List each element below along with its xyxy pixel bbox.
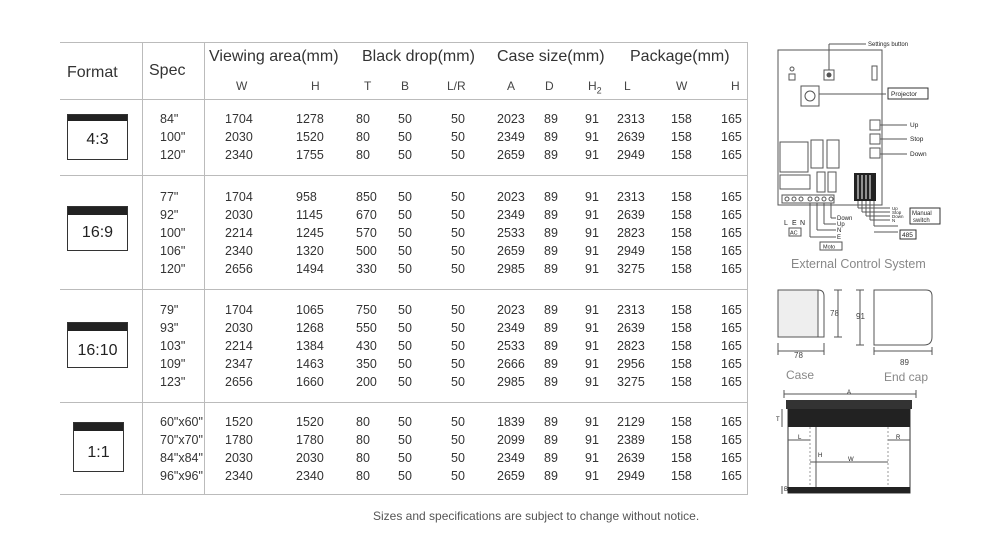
cell-case-h2: 91 (585, 321, 599, 335)
cell-package-h: 165 (721, 148, 742, 162)
cell-viewing-w: 2340 (225, 244, 253, 258)
cell-package-w: 158 (671, 226, 692, 240)
switch-n-label: N (892, 218, 896, 223)
cell-package-h: 165 (721, 357, 742, 371)
format-label: 4:3 (86, 131, 109, 148)
cell-package-l: 2956 (617, 357, 645, 371)
cell-black-b: 50 (398, 112, 412, 126)
cell-spec: 103" (160, 339, 186, 353)
cell-viewing-h: 1494 (296, 262, 324, 276)
subheader-case-h2: $H_2$ (588, 79, 602, 96)
cell-black-lr: 50 (451, 262, 465, 276)
cell-package-l: 2639 (617, 321, 645, 335)
format-icon-16-10 (67, 322, 128, 368)
cell-spec: 77" (160, 190, 179, 204)
cell-black-lr: 50 (451, 130, 465, 144)
cell-package-l: 2313 (617, 112, 645, 126)
cell-case-a: 1839 (497, 415, 525, 429)
cell-case-a: 2985 (497, 262, 525, 276)
cell-black-lr: 50 (451, 469, 465, 483)
cell-package-l: 2949 (617, 244, 645, 258)
cell-spec: 70"x70" (160, 433, 203, 447)
spec-header: Spec (149, 62, 186, 79)
format-icon-16-9 (67, 206, 128, 251)
motor-e-label: E (837, 235, 842, 241)
subheader-case-d: D (545, 79, 554, 93)
cell-case-h2: 91 (585, 469, 599, 483)
group-divider (60, 402, 748, 403)
cell-case-a: 2659 (497, 244, 525, 258)
cell-case-h2: 91 (585, 262, 599, 276)
cell-viewing-h: 1780 (296, 433, 324, 447)
cell-case-h2: 91 (585, 303, 599, 317)
cell-spec: 100" (160, 130, 186, 144)
cell-package-l: 2313 (617, 303, 645, 317)
cell-spec: 93" (160, 321, 179, 335)
cell-case-a: 2349 (497, 208, 525, 222)
cell-package-h: 165 (721, 262, 742, 276)
subheader-viewing-w: W (236, 79, 248, 93)
cell-case-d: 89 (544, 208, 558, 222)
cell-package-l: 2639 (617, 130, 645, 144)
viewing-area-header: Viewing area(mm) (209, 48, 339, 65)
cell-spec: 100" (160, 226, 186, 240)
cell-case-h2: 91 (585, 112, 599, 126)
cell-viewing-w: 2030 (225, 130, 253, 144)
cell-black-t: 670 (356, 208, 377, 222)
format-header: Format (67, 64, 118, 81)
endcap-width-label: 89 (900, 358, 909, 365)
cell-viewing-w: 2214 (225, 226, 253, 240)
cell-viewing-w: 2214 (225, 339, 253, 353)
cell-package-w: 158 (671, 357, 692, 371)
cell-case-h2: 91 (585, 226, 599, 240)
cell-viewing-h: 1065 (296, 303, 324, 317)
cell-black-lr: 50 (451, 303, 465, 317)
cell-black-t: 350 (356, 357, 377, 371)
cell-case-a: 2666 (497, 357, 525, 371)
cell-spec: 106" (160, 244, 186, 258)
cell-package-l: 2129 (617, 415, 645, 429)
cell-viewing-w: 2030 (225, 208, 253, 222)
cell-package-w: 158 (671, 112, 692, 126)
subheader-case-a: A (507, 79, 516, 93)
cell-package-h: 165 (721, 244, 742, 258)
cell-black-b: 50 (398, 375, 412, 389)
cell-black-t: 80 (356, 112, 370, 126)
cell-package-l: 3275 (617, 262, 645, 276)
cell-case-d: 89 (544, 226, 558, 240)
cell-black-b: 50 (398, 226, 412, 240)
case-size-header: Case size(mm) (497, 48, 605, 65)
format-column-divider (142, 42, 143, 494)
cell-black-t: 330 (356, 262, 377, 276)
cell-package-l: 2823 (617, 226, 645, 240)
cell-package-w: 158 (671, 303, 692, 317)
cell-black-lr: 50 (451, 357, 465, 371)
manual-switch-label-1: Manual (912, 211, 932, 217)
cell-black-lr: 50 (451, 415, 465, 429)
cell-package-w: 158 (671, 130, 692, 144)
cell-black-t: 570 (356, 226, 377, 240)
cell-viewing-w: 2347 (225, 357, 253, 371)
cell-case-h2: 91 (585, 415, 599, 429)
cell-black-b: 50 (398, 451, 412, 465)
cell-case-d: 89 (544, 148, 558, 162)
cell-spec: 92" (160, 208, 179, 222)
cell-case-a: 2533 (497, 226, 525, 240)
cell-package-l: 3275 (617, 375, 645, 389)
cell-case-d: 89 (544, 130, 558, 144)
screen-dimension-diagram (772, 386, 922, 498)
cell-case-d: 89 (544, 244, 558, 258)
cell-black-b: 50 (398, 148, 412, 162)
cell-spec: 96"x96" (160, 469, 203, 483)
ac-n-label: N (800, 220, 806, 227)
cell-case-d: 89 (544, 469, 558, 483)
cell-viewing-w: 2030 (225, 321, 253, 335)
dimension-h-label: H (818, 453, 823, 459)
cell-viewing-w: 2656 (225, 375, 253, 389)
cell-package-w: 158 (671, 339, 692, 353)
cell-case-d: 89 (544, 357, 558, 371)
format-icon-4-3 (67, 114, 128, 160)
subheader-viewing-h: H (311, 79, 320, 93)
switch-up-label: Up (892, 206, 898, 211)
cell-case-a: 2659 (497, 148, 525, 162)
subheader-black-lr: L/R (447, 79, 466, 93)
cell-spec: 120" (160, 262, 186, 276)
cell-viewing-h: 958 (296, 190, 317, 204)
cell-package-h: 165 (721, 339, 742, 353)
cell-spec: 84" (160, 112, 179, 126)
ac-l-label: L (784, 220, 788, 227)
cell-package-l: 2389 (617, 433, 645, 447)
cell-case-d: 89 (544, 375, 558, 389)
cell-package-h: 165 (721, 433, 742, 447)
cell-case-d: 89 (544, 433, 558, 447)
table-top-line (60, 42, 748, 43)
cell-viewing-h: 1278 (296, 112, 324, 126)
cell-spec: 120" (160, 148, 186, 162)
cell-case-a: 2023 (497, 112, 525, 126)
cell-black-t: 80 (356, 451, 370, 465)
cell-viewing-w: 2030 (225, 451, 253, 465)
cell-black-lr: 50 (451, 375, 465, 389)
cell-black-lr: 50 (451, 244, 465, 258)
cell-black-t: 80 (356, 415, 370, 429)
cell-black-t: 80 (356, 148, 370, 162)
cell-package-l: 2313 (617, 190, 645, 204)
cell-case-h2: 91 (585, 190, 599, 204)
cell-black-lr: 50 (451, 321, 465, 335)
external-control-diagram (770, 30, 985, 255)
cell-black-b: 50 (398, 433, 412, 447)
cell-black-b: 50 (398, 262, 412, 276)
cell-case-a: 2533 (497, 339, 525, 353)
header-bottom-line (60, 99, 748, 100)
cell-viewing-h: 2340 (296, 469, 324, 483)
switch-stop-label: Stop (892, 210, 902, 215)
cell-case-a: 2023 (497, 190, 525, 204)
cell-black-t: 80 (356, 433, 370, 447)
cell-case-h2: 91 (585, 130, 599, 144)
cell-black-t: 80 (356, 469, 370, 483)
subheader-black-t: T (364, 79, 372, 93)
dimension-r-label: R (896, 435, 901, 441)
dimension-b-label: B (784, 487, 789, 493)
cell-black-b: 50 (398, 321, 412, 335)
cell-package-w: 158 (671, 451, 692, 465)
cell-package-w: 158 (671, 415, 692, 429)
ac-label: AC (790, 230, 798, 237)
group-divider (60, 289, 748, 290)
cell-package-w: 158 (671, 208, 692, 222)
cell-package-h: 165 (721, 321, 742, 335)
cell-case-a: 2349 (497, 130, 525, 144)
cell-black-t: 850 (356, 190, 377, 204)
stop-label: Stop (910, 136, 924, 143)
cell-viewing-h: 1520 (296, 130, 324, 144)
cell-package-w: 158 (671, 190, 692, 204)
cell-black-lr: 50 (451, 226, 465, 240)
cell-case-h2: 91 (585, 339, 599, 353)
cell-case-d: 89 (544, 112, 558, 126)
endcap-caption: End cap (884, 370, 929, 384)
cell-viewing-w: 2340 (225, 469, 253, 483)
subheader-black-b: B (401, 79, 410, 93)
settings-button-label: Settings button (868, 42, 909, 48)
cell-black-b: 50 (398, 357, 412, 371)
table-bottom-line (60, 494, 748, 495)
cell-package-h: 165 (721, 130, 742, 144)
cell-case-d: 89 (544, 321, 558, 335)
cell-viewing-h: 1660 (296, 375, 324, 389)
cell-package-l: 2823 (617, 339, 645, 353)
motor-n-label: N (837, 228, 842, 234)
subheader-package-w: W (676, 79, 688, 93)
cell-case-d: 89 (544, 262, 558, 276)
format-label: 16:9 (81, 224, 114, 241)
cell-package-h: 165 (721, 208, 742, 222)
dimension-w-label: W (848, 457, 854, 463)
cell-black-b: 50 (398, 339, 412, 353)
cell-black-b: 50 (398, 469, 412, 483)
motor-up-label: Up (837, 222, 845, 228)
cell-black-lr: 50 (451, 339, 465, 353)
dimension-a-label: A (847, 390, 852, 396)
cell-package-l: 2949 (617, 469, 645, 483)
cell-viewing-w: 2656 (225, 262, 253, 276)
cell-case-h2: 91 (585, 148, 599, 162)
endcap-height-label: 91 (856, 312, 865, 321)
cell-case-a: 2985 (497, 375, 525, 389)
cell-case-h2: 91 (585, 433, 599, 447)
cell-viewing-h: 1755 (296, 148, 324, 162)
format-label: 1:1 (87, 444, 110, 461)
subheader-package-h: H (731, 79, 740, 93)
cell-case-a: 2349 (497, 451, 525, 465)
dimension-l-label: L (798, 435, 802, 441)
cell-package-h: 165 (721, 303, 742, 317)
cell-spec: 84"x84" (160, 451, 203, 465)
cell-viewing-h: 1145 (296, 208, 323, 222)
cell-case-d: 89 (544, 451, 558, 465)
cell-case-d: 89 (544, 415, 558, 429)
cell-black-t: 80 (356, 130, 370, 144)
up-label: Up (910, 122, 919, 129)
cell-package-w: 158 (671, 321, 692, 335)
external-control-caption: External Control System (791, 257, 926, 271)
format-icon-1-1 (73, 422, 124, 472)
package-header: Package(mm) (630, 48, 730, 65)
cell-black-b: 50 (398, 303, 412, 317)
group-divider (60, 175, 748, 176)
cell-black-lr: 50 (451, 190, 465, 204)
cell-package-w: 158 (671, 244, 692, 258)
cell-case-h2: 91 (585, 208, 599, 222)
cell-spec: 60"x60" (160, 415, 203, 429)
cell-case-d: 89 (544, 303, 558, 317)
cell-viewing-w: 1780 (225, 433, 253, 447)
case-width-label: 78 (794, 351, 803, 360)
cell-black-b: 50 (398, 190, 412, 204)
cell-package-h: 165 (721, 469, 742, 483)
cell-case-a: 2023 (497, 303, 525, 317)
cell-package-w: 158 (671, 433, 692, 447)
cell-spec: 123" (160, 375, 186, 389)
cell-package-l: 2949 (617, 148, 645, 162)
case-caption: Case (786, 368, 815, 382)
cell-viewing-w: 1704 (225, 190, 253, 204)
cell-package-w: 158 (671, 148, 692, 162)
disclaimer-note: Sizes and specifications are subject to change without notice. (373, 509, 700, 523)
motor-label: Moto (823, 244, 836, 251)
cell-case-h2: 91 (585, 357, 599, 371)
cell-case-d: 89 (544, 190, 558, 204)
cell-package-h: 165 (721, 226, 742, 240)
case-endcap-diagram (768, 285, 948, 365)
cell-spec: 109" (160, 357, 186, 371)
rs485-label: 485 (902, 232, 913, 239)
cell-viewing-w: 1704 (225, 112, 253, 126)
cell-case-a: 2659 (497, 469, 525, 483)
cell-package-h: 165 (721, 190, 742, 204)
cell-black-t: 430 (356, 339, 377, 353)
cell-case-h2: 91 (585, 375, 599, 389)
black-drop-header: Black drop(mm) (362, 48, 475, 65)
cell-package-l: 2639 (617, 451, 645, 465)
cell-black-b: 50 (398, 208, 412, 222)
manual-switch-label-2: switch (913, 218, 930, 224)
cell-package-h: 165 (721, 375, 742, 389)
cell-package-w: 158 (671, 375, 692, 389)
cell-black-lr: 50 (451, 112, 465, 126)
cell-black-b: 50 (398, 244, 412, 258)
cell-package-h: 165 (721, 451, 742, 465)
cell-viewing-h: 1520 (296, 415, 324, 429)
format-label: 16:10 (77, 342, 118, 359)
cell-black-t: 500 (356, 244, 377, 258)
cell-viewing-h: 1320 (296, 244, 324, 258)
cell-viewing-h: 1245 (296, 226, 324, 240)
cell-black-lr: 50 (451, 451, 465, 465)
cell-package-l: 2639 (617, 208, 645, 222)
cell-package-h: 165 (721, 112, 742, 126)
projector-label: Projector (891, 91, 918, 98)
spec-column-divider (204, 42, 205, 494)
cell-black-lr: 50 (451, 148, 465, 162)
cell-viewing-w: 1704 (225, 303, 253, 317)
case-height-label: 78 (830, 309, 839, 318)
cell-spec: 79" (160, 303, 179, 317)
ac-e-label: E (792, 220, 797, 227)
cell-viewing-h: 2030 (296, 451, 324, 465)
dimension-t-label: T (776, 417, 780, 423)
cell-viewing-h: 1463 (296, 357, 324, 371)
cell-package-w: 158 (671, 262, 692, 276)
cell-viewing-h: 1384 (296, 339, 324, 353)
subheader-package-l: L (624, 79, 631, 93)
cell-case-a: 2099 (497, 433, 525, 447)
cell-black-t: 750 (356, 303, 377, 317)
down-label: Down (910, 151, 927, 158)
cell-black-lr: 50 (451, 433, 465, 447)
cell-black-t: 550 (356, 321, 377, 335)
cell-case-h2: 91 (585, 244, 599, 258)
cell-black-b: 50 (398, 130, 412, 144)
cell-viewing-w: 1520 (225, 415, 253, 429)
cell-case-a: 2349 (497, 321, 525, 335)
cell-black-b: 50 (398, 415, 412, 429)
cell-black-t: 200 (356, 375, 377, 389)
cell-viewing-h: 1268 (296, 321, 324, 335)
cell-viewing-w: 2340 (225, 148, 253, 162)
cell-package-h: 165 (721, 415, 742, 429)
motor-down-label: Down (837, 216, 853, 222)
switch-down-label: Down (892, 214, 904, 219)
cell-case-h2: 91 (585, 451, 599, 465)
cell-case-d: 89 (544, 339, 558, 353)
table-right-line (747, 42, 748, 494)
cell-black-lr: 50 (451, 208, 465, 222)
cell-package-w: 158 (671, 469, 692, 483)
